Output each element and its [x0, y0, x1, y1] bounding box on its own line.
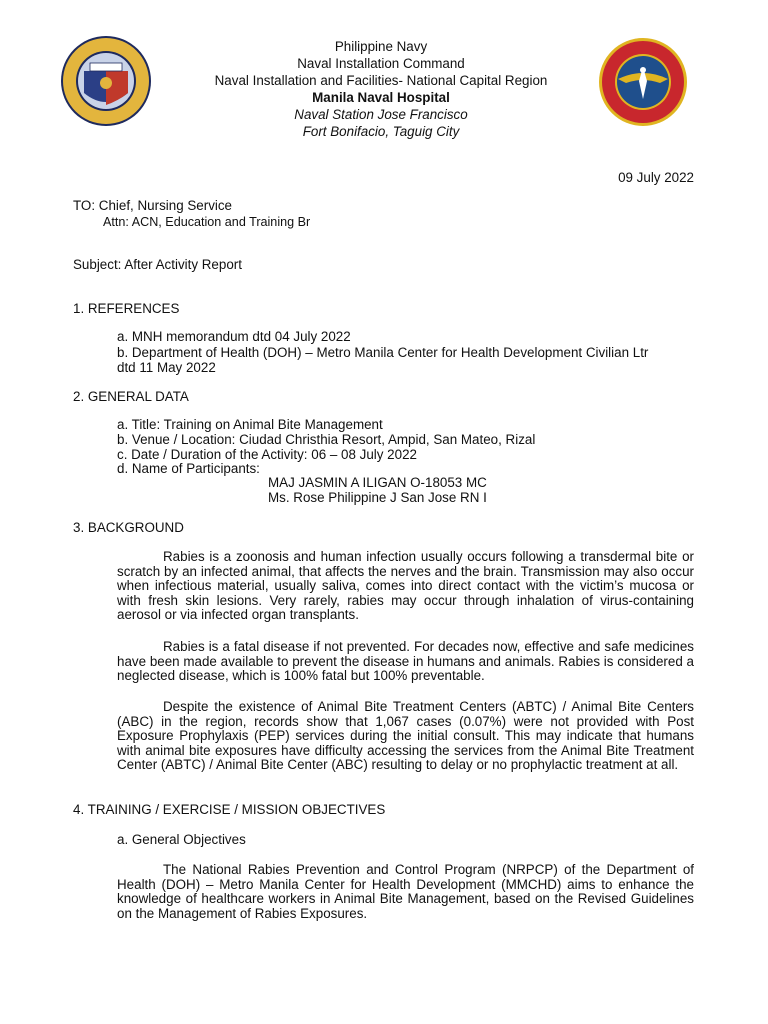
participant-name: Ms. Rose Philippine J San Jose RN I — [268, 490, 487, 505]
objectives-paragraph-1: The National Rabies Prevention and Control Program (NRPCP) of the Department of Health (DOH) – Metro Manila Center for Health Development (MMCHD) aims to enhance the knowledge of healthcare workers in Animal Bite Management, based on the Revised Guidelines on the Management of Rabies Exposures. — [117, 862, 694, 921]
left-seal-logo — [60, 35, 152, 127]
general-objectives-label: a. General Objectives — [117, 832, 246, 847]
reference-a: a. MNH memorandum dtd 04 July 2022 — [117, 329, 351, 344]
document-date: 09 July 2022 — [618, 170, 694, 185]
attention-line: Attn: ACN, Education and Training Br — [103, 215, 311, 229]
letterhead-line-navy: Philippine Navy — [334, 39, 428, 54]
section-heading-general-data: 2. GENERAL DATA — [73, 389, 189, 404]
general-data-participants-label: d. Name of Participants: — [117, 461, 260, 476]
subject-line: Subject: After Activity Report — [73, 257, 242, 272]
letterhead-station: Naval Station Jose Francisco — [294, 107, 468, 122]
section-heading-references: 1. REFERENCES — [73, 301, 180, 316]
letterhead-city: Fort Bonifacio, Taguig City — [302, 124, 460, 139]
background-paragraph-1: Rabies is a zoonosis and human infection usually occurs following a transdermal bite or scratch by an infected animal, that affects the nerves and the brain. Transmission may also occur when infectious material, usually saliva, comes into direct contact with the victim’s mucosa or with fresh skin lesions. Very rarely, rabies may occur through inhalation of virus-containing aerosol or via infected organ transplants. — [117, 549, 694, 623]
right-seal-logo — [598, 37, 688, 127]
reference-b-continued: dtd 11 May 2022 — [117, 360, 216, 375]
letterhead-line-command: Naval Installation Command — [297, 56, 465, 71]
participant-name: MAJ JASMIN A ILIGAN O-18053 MC — [268, 475, 487, 490]
general-data-title: a. Title: Training on Animal Bite Management — [117, 417, 383, 432]
background-paragraph-2: Rabies is a fatal disease if not prevented. For decades now, effective and safe medicines have been made available to prevent the disease in humans and animals. Rabies is considered a neglected disease, which is 100% fatal but 100% preventable. — [117, 639, 694, 684]
general-data-venue: b. Venue / Location: Ciudad Christhia Resort, Ampid, San Mateo, Rizal — [117, 432, 536, 447]
section-heading-objectives: 4. TRAINING / EXERCISE / MISSION OBJECTIVES — [73, 802, 386, 817]
reference-b: b. Department of Health (DOH) – Metro Manila Center for Health Development Civilian Ltr — [117, 345, 649, 360]
section-heading-background: 3. BACKGROUND — [73, 520, 184, 535]
background-paragraph-3: Despite the existence of Animal Bite Treatment Centers (ABTC) / Animal Bite Centers (ABC) in the region, records show that 1,067 cases (0.07%) were not provided with Post Exposure Prophylaxis (PEP) services during the initial consult. This may indicate that humans with animal bite exposures have difficulty accessing the services from the Animal Bite Treatment Center (ABTC) / Animal Bite Center (ABC) resulting to delay or no prophylactic treatment at all. — [117, 699, 694, 773]
addressee: TO: Chief, Nursing Service — [73, 198, 233, 213]
letterhead — [160, 38, 602, 140]
letterhead-hospital-name: Manila Naval Hospital — [312, 90, 450, 105]
letterhead-line-region: Naval Installation and Facilities- National Capital Region — [214, 73, 548, 88]
general-data-date: c. Date / Duration of the Activity: 06 – 08 July 2022 — [117, 447, 417, 462]
